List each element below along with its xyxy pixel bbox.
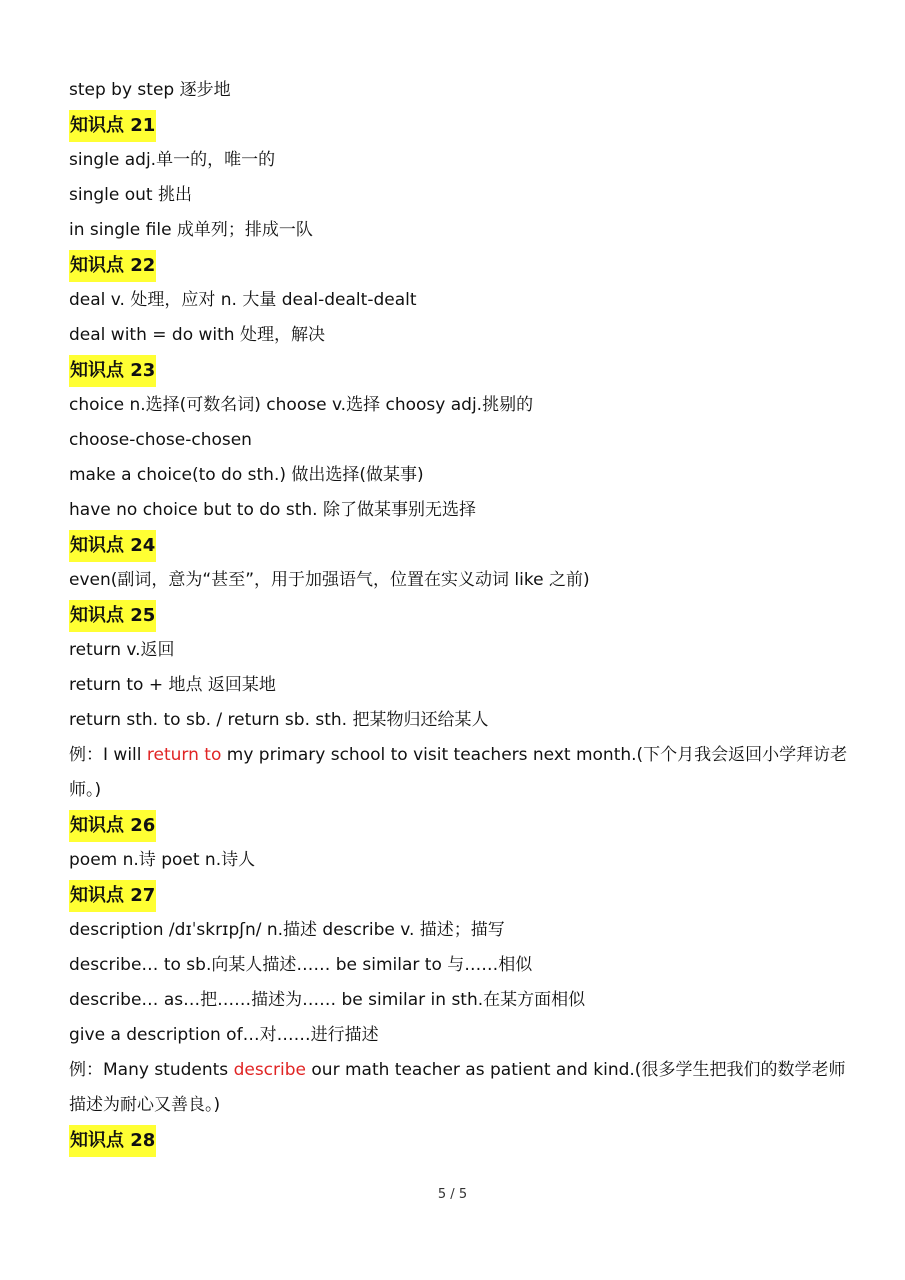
text-line: choose-chose-chosen: [69, 430, 252, 450]
text-line: describe… to sb.向某人描述…… be similar to 与……相似: [69, 955, 533, 975]
text-line: give a description of…对……进行描述: [69, 1025, 379, 1045]
text-line: return v.返回: [69, 640, 175, 660]
heading-label: 知识点 25: [69, 600, 156, 632]
page-number: 5 / 5: [437, 1187, 468, 1202]
section-heading: [69, 808, 859, 843]
example-highlight: return to: [146, 745, 222, 765]
heading-label: 知识点 23: [69, 355, 156, 387]
section-heading: [69, 528, 859, 563]
heading-label: 知识点 21: [69, 110, 156, 142]
text-line: choice n.选择(可数名词) choose v.选择 choosy adj.挑剔的: [69, 395, 534, 415]
text-line: in single file 成单列；排成一队: [69, 220, 313, 240]
example-sentence: [69, 1053, 859, 1123]
example-suffix: our math teacher as patient and kind.(很多学生把我们的数学老师描述为耐心又善良。): [69, 1060, 846, 1115]
example-prefix: 例：I will: [69, 745, 147, 765]
heading-label: 知识点 28: [69, 1125, 156, 1157]
example-suffix: my primary school to visit teachers next month.(下个月我会返回小学拜访老师。): [69, 745, 848, 800]
example-highlight: describe: [233, 1060, 306, 1080]
text-line: have no choice but to do sth. 除了做某事别无选择: [69, 500, 476, 520]
section-heading: [69, 108, 859, 143]
text-line: step by step 逐步地: [69, 80, 231, 100]
heading-label: 知识点 22: [69, 250, 156, 282]
text-line: return sth. to sb. / return sb. sth. 把某物归还给某人: [69, 710, 489, 730]
example-prefix: 例：Many students: [69, 1060, 234, 1080]
section-heading: [69, 353, 859, 388]
text-line: poem n.诗 poet n.诗人: [69, 850, 256, 870]
document-page: [69, 73, 859, 1158]
section-heading: [69, 878, 859, 913]
text-line: return to + 地点 返回某地: [69, 675, 276, 695]
heading-label: 知识点 26: [69, 810, 156, 842]
section-heading: [69, 248, 859, 283]
text-line: single adj.单一的，唯一的: [69, 150, 276, 170]
heading-label: 知识点 24: [69, 530, 156, 562]
text-line: deal v. 处理，应对 n. 大量 deal-dealt-dealt: [69, 290, 417, 310]
heading-label: 知识点 27: [69, 880, 156, 912]
section-heading: [69, 598, 859, 633]
text-line: even(副词，意为“甚至”，用于加强语气，位置在实义动词 like 之前): [69, 570, 590, 590]
text-line: description /dɪˈskrɪpʃn/ n.描述 describe v. 描述；描写: [69, 920, 505, 940]
text-line: make a choice(to do sth.) 做出选择(做某事): [69, 465, 424, 485]
section-heading: [69, 1123, 859, 1158]
text-line: describe… as…把……描述为…… be similar in sth.在某方面相似: [69, 990, 586, 1010]
text-line: single out 挑出: [69, 185, 192, 205]
text-line: deal with = do with 处理，解决: [69, 325, 325, 345]
example-sentence: [69, 738, 859, 808]
